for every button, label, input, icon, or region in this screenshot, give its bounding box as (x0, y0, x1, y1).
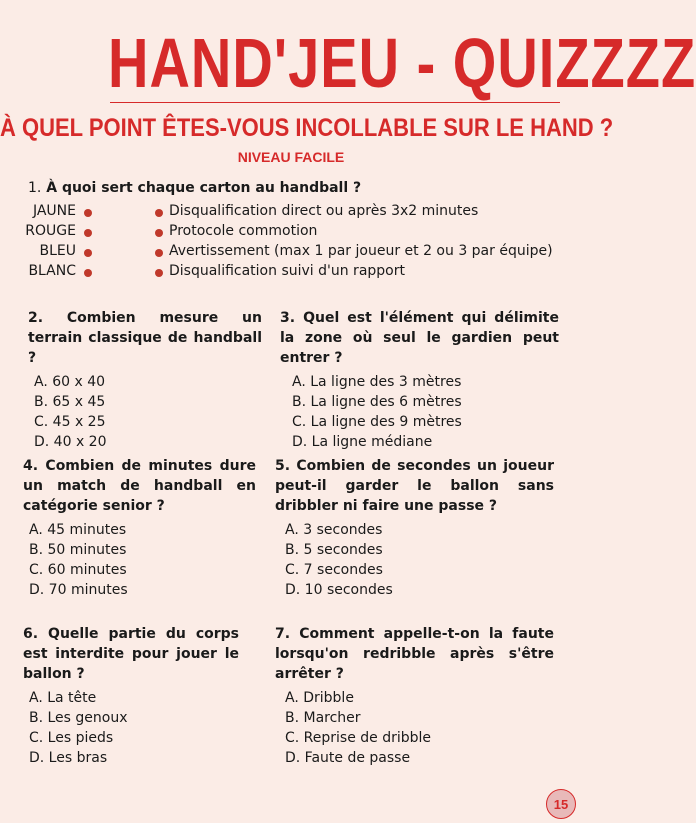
question-6 (23, 624, 239, 768)
question-text: 7. Comment appelle-t-on la faute lorsqu'on redribble après s'être arrêter ? (275, 626, 554, 682)
bullet-dot-icon (84, 269, 92, 277)
bullet-dot-icon (155, 269, 163, 277)
bullet-dot-icon (155, 249, 163, 257)
page-subtitle: À QUEL POINT ÊTES-VOUS INCOLLABLE SUR LE HAND ? (0, 113, 614, 142)
card-color-label: BLEU (39, 243, 76, 259)
bullet-dot-icon (84, 249, 92, 257)
question-text: 6. Quelle partie du corps est interdite pour jouer le ballon ? (23, 626, 239, 682)
answer-options (29, 520, 256, 600)
card-color-label: JAUNE (32, 203, 76, 219)
question-5 (275, 456, 554, 600)
answer-option: C. 45 x 25 (34, 414, 106, 430)
answer-option: D. 70 minutes (29, 582, 128, 598)
difficulty-level: NIVEAU FACILE (237, 149, 345, 165)
question-4 (23, 456, 256, 600)
answer-option: B. 50 minutes (29, 542, 127, 558)
answer-options (285, 520, 554, 600)
match-row (0, 263, 582, 283)
answer-options (29, 688, 239, 768)
answer-option: B. La ligne des 6 mètres (292, 394, 462, 410)
answer-option: B. Les genoux (29, 710, 128, 726)
answer-option: D. Faute de passe (285, 750, 411, 766)
match-row (0, 203, 582, 223)
question-text: 4. Combien de minutes dure un match de handball en catégorie senior ? (23, 458, 256, 514)
bullet-dot-icon (155, 209, 163, 217)
answer-option: B. 5 secondes (285, 542, 383, 558)
answer-option: C. Les pieds (29, 730, 114, 746)
answer-option: A. 3 secondes (285, 522, 383, 538)
answer-option: A. 60 x 40 (34, 374, 106, 390)
answer-option: D. La ligne médiane (292, 434, 433, 450)
card-color-label: ROUGE (25, 223, 76, 239)
page-title: HAND'JEU - QUIZZZZ (108, 23, 696, 102)
answer-option: D. 40 x 20 (34, 434, 107, 450)
question-1-text: À quoi sert chaque carton au handball ? (46, 180, 362, 196)
match-row (0, 243, 582, 263)
title-divider (110, 102, 560, 103)
page-number: 15 (553, 796, 569, 812)
question-1-number: 1. (28, 180, 42, 196)
card-definition: Avertissement (max 1 par joueur et 2 ou 3 par équipe) (169, 243, 553, 259)
answer-option: D. 10 secondes (285, 582, 393, 598)
answer-option: C. 7 secondes (285, 562, 383, 578)
bullet-dot-icon (84, 229, 92, 237)
question-2 (28, 308, 262, 452)
answer-option: C. La ligne des 9 mètres (292, 414, 462, 430)
bullet-dot-icon (84, 209, 92, 217)
card-matching-list (0, 203, 582, 283)
answer-option: A. Dribble (285, 690, 354, 706)
question-text: 2. Combien mesure un terrain classique de handball ? (28, 310, 262, 366)
bullet-dot-icon (155, 229, 163, 237)
question-7 (275, 624, 554, 768)
answer-options (292, 372, 559, 452)
answer-option: A. 45 minutes (29, 522, 127, 538)
question-text: 5. Combien de secondes un joueur peut-il garder le ballon sans dribbler ni faire une passe ? (275, 458, 554, 514)
answer-options (34, 372, 262, 452)
question-3 (280, 308, 559, 452)
answer-options (285, 688, 554, 768)
answer-option: C. Reprise de dribble (285, 730, 432, 746)
answer-option: D. Les bras (29, 750, 108, 766)
card-definition: Protocole commotion (169, 223, 318, 239)
answer-option: A. La tête (29, 690, 97, 706)
question-text: 3. Quel est l'élément qui délimite la zone où seul le gardien peut entrer ? (280, 310, 559, 366)
answer-option: C. 60 minutes (29, 562, 127, 578)
answer-option: A. La ligne des 3 mètres (292, 374, 462, 390)
answer-option: B. Marcher (285, 710, 361, 726)
card-definition: Disqualification suivi d'un rapport (169, 263, 405, 279)
handball-page-badge-icon (546, 789, 576, 819)
question-1 (28, 180, 361, 196)
answer-option: B. 65 x 45 (34, 394, 106, 410)
match-row (0, 223, 582, 243)
card-definition: Disqualification direct ou après 3x2 minutes (169, 203, 479, 219)
card-color-label: BLANC (28, 263, 76, 279)
